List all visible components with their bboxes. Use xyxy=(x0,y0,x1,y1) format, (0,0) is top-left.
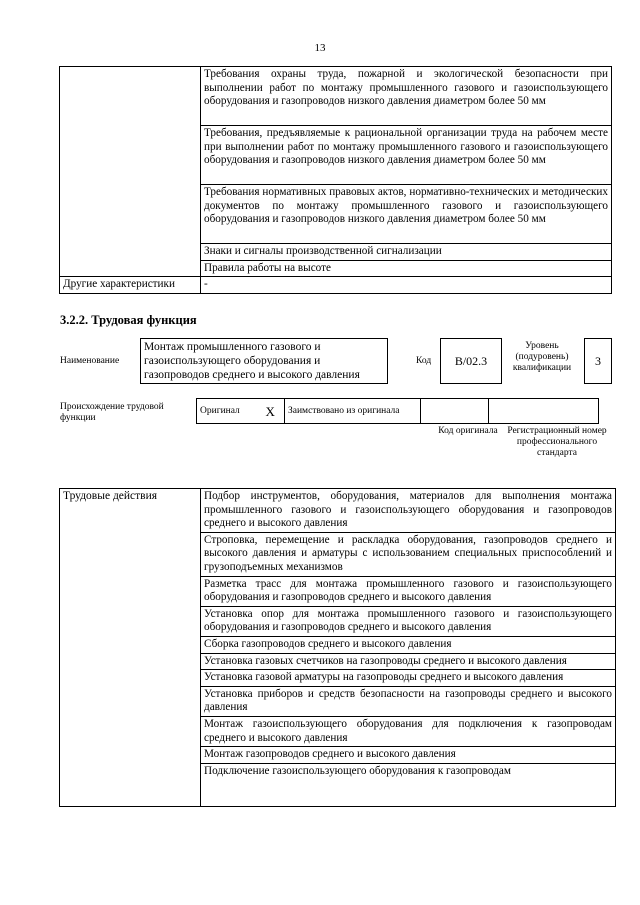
labor-action: Монтаж газопроводов среднего и высокого давления xyxy=(201,747,616,764)
level-label: Уровень (подуровень) квалификации xyxy=(512,341,572,373)
level-box: 3 xyxy=(584,338,612,384)
knowledge-item: Требования охраны труда, пожарной и экологической безопасности при выполнении работ по монтажу промышленного газового и газоиспользующего оборудования и газопроводов низкого давления диаметром более 50 мм xyxy=(201,67,612,126)
name-label: Наименование xyxy=(60,356,120,366)
origin-table xyxy=(196,398,599,424)
other-characteristics-value: - xyxy=(201,277,612,294)
borrowed-label: Заимствовано из оригинала xyxy=(285,399,421,424)
labor-actions-table xyxy=(59,488,616,807)
knowledge-item: Требования, предъявляемые к рациональной организации труда на рабочем месте при выполнении работ по монтажу промышленного газового и газоиспользующего оборудования и газопроводов низкого давления диаметром более 50 мм xyxy=(201,126,612,185)
code-label: Код xyxy=(416,356,432,366)
original-code-cell xyxy=(421,399,489,424)
knowledge-item: Требования нормативных правовых актов, нормативно-технических и методических документов по монтажу промышленного газового и газоиспользующего оборудования и газопроводов низкого давления диаметром более 50 мм xyxy=(201,185,612,244)
registration-number-cell xyxy=(489,399,599,424)
original-label: Оригинал xyxy=(197,399,257,424)
page-number: 13 xyxy=(314,42,326,54)
labor-action: Сборка газопроводов среднего и высокого давления xyxy=(201,636,616,653)
labor-action: Установка приборов и средств безопасности на газопроводы среднего и высокого давления xyxy=(201,686,616,716)
function-name-box: Монтаж промышленного газового и газоиспользующего оборудования и газопроводов среднего и высокого давления xyxy=(140,338,388,384)
labor-action: Монтаж газоиспользующего оборудования для подключения к газопроводам среднего и высокого давления xyxy=(201,716,616,746)
code-caption: Код оригинала xyxy=(438,426,498,436)
labor-actions-label: Трудовые действия xyxy=(60,489,201,807)
other-characteristics-label: Другие характеристики xyxy=(60,277,201,294)
labor-action: Установка газовой арматуры на газопроводы среднего и высокого давления xyxy=(201,670,616,687)
labor-action: Установка опор для монтажа промышленного газового и газоиспользующего оборудования и газопроводов среднего и высокого давления xyxy=(201,606,616,636)
original-mark: X xyxy=(257,399,285,424)
table-row xyxy=(60,277,612,294)
origin-label: Происхождение трудовой функции xyxy=(60,402,164,423)
knowledge-item: Правила работы на высоте xyxy=(201,260,612,277)
labor-action: Установка газовых счетчиков на газопроводы среднего и высокого давления xyxy=(201,653,616,670)
labor-action: Строповка, перемещение и раскладка оборудования, газопроводов среднего и высокого давления и арматуры с использованием специальных приспособлений и грузоподъемных механизмов xyxy=(201,532,616,576)
row-label-empty xyxy=(60,67,201,277)
knowledge-table xyxy=(59,66,612,294)
labor-action: Разметка трасс для монтажа промышленного газового и газоиспользующего оборудования и газопроводов среднего и высокого давления xyxy=(201,576,616,606)
code-box: B/02.3 xyxy=(440,338,502,384)
registration-caption: Регистрационный номер профессионального стандарта xyxy=(507,426,607,458)
table-row xyxy=(60,67,612,126)
knowledge-item: Знаки и сигналы производственной сигнализации xyxy=(201,244,612,261)
labor-action: Подключение газоиспользующего оборудования к газопроводам xyxy=(201,763,616,806)
table-row xyxy=(60,489,616,533)
section-heading: 3.2.2. Трудовая функция xyxy=(60,313,197,327)
labor-action: Подбор инструментов, оборудования, материалов для выполнения монтажа промышленного газового и газоиспользующего оборудования и газопроводов среднего и высокого давления xyxy=(201,489,616,533)
